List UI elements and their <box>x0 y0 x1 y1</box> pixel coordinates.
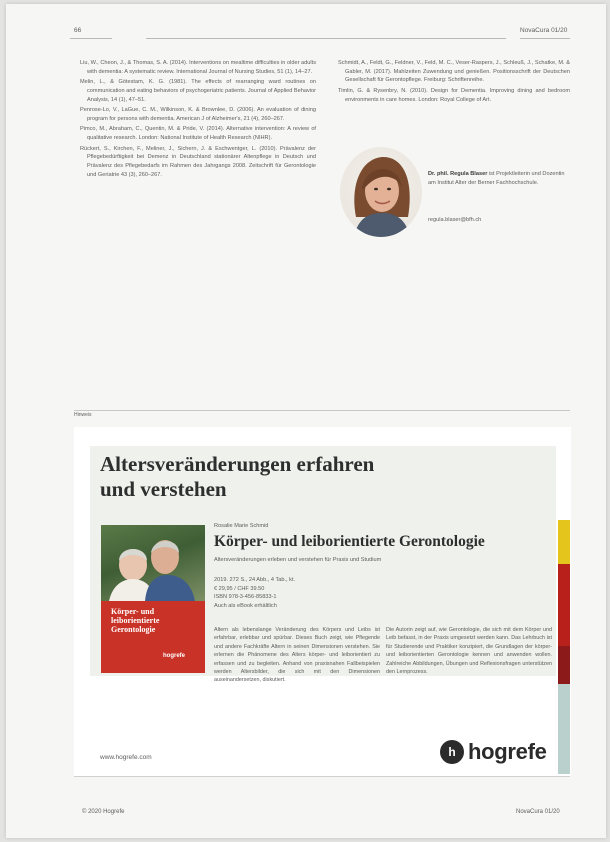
page-number: 66 <box>74 27 82 34</box>
ad-headline <box>100 452 520 502</box>
ad-body-right: Die Autorin zeigt auf, wie Gerontologie, die sich mit dem Körper und Leib befasst, in der Praxis umgesetzt werden kann. Das Lehrbuch ist für Studierende und Praktiker konzipiert, die Grundlagen der körper- und leiborientierten Gerontologie kennen und anwenden wollen. Zahlreiche Abbildungen, Übungen und Reflexionsfragen unterstützen den Lernprozess. <box>386 627 552 676</box>
book-subtitle: Altersveränderungen erleben und verstehen für Praxis und Studium <box>214 557 382 563</box>
hogrefe-logo-text: hogrefe <box>468 739 547 764</box>
footer-journal: NovaCura 01/20 <box>516 809 560 815</box>
cover-title <box>111 607 199 634</box>
author-bio <box>428 170 570 188</box>
hogrefe-logo-icon: h <box>440 740 464 764</box>
cover-photo <box>101 525 205 601</box>
book-detail: ISBN 978-3-456-85833-1 <box>214 594 277 601</box>
color-bar-red <box>558 564 570 646</box>
book-detail: Auch als eBook erhältlich <box>214 602 277 609</box>
book-title: Körper- und leiborientierte Gerontologie <box>214 533 485 550</box>
footer-copyright: © 2020 Hogrefe <box>82 809 125 815</box>
header-rule-left <box>70 38 112 39</box>
ad-separator-rule <box>74 410 570 411</box>
color-bar-yellow <box>558 520 570 564</box>
book-author: Rosalie Marie Schmid <box>214 523 269 529</box>
couple-photo-icon <box>101 525 205 601</box>
ad-body-left: Altern als lebenslange Veränderung des Körpers und Leibs ist erfahrbar, erlebbar und spürbar. Dieses Buch zeigt, wie Pflegende und andere Fachkräfte Altern in seinen Dimensionen verstehen. Sie erlernen die Phänomene des Alters körper- und leiborientiert zu erfassen und zu begleiten. Anhand von praxisnahen Fallbeispielen werden Altersbilder, die sich mit den Dimensionen auseinandersetzen, diskutiert. <box>214 627 380 684</box>
ad-headline-line2: und verstehen <box>100 477 227 501</box>
ad-headline-line1: Altersveränderungen erfahren <box>100 452 375 476</box>
cover-title-line: Körper- und <box>111 607 155 616</box>
header-rule-mid <box>146 38 506 39</box>
reference: Schmidt, A., Feldt, G., Feldner, V., Feld, M. C., Veser-Raspers, J., Schleuß, J., Schatke, M. & Gabler, M. (2017). Mahlzeiten Zuwendung und genießen. Positionsschrift der Deutschen Gesellschaft für Gerontopflege. Freiburg: Schriftenreihe. <box>338 60 570 84</box>
author-email[interactable]: regula.blaser@bfh.ch <box>428 217 482 223</box>
cover-title-line: Gerontologie <box>111 625 156 634</box>
author-name: Dr. phil. Regula Blaser <box>428 171 488 177</box>
cover-title-line: leiborientierte <box>111 616 160 625</box>
reference: Timlin, G. & Rysenbry, N. (2010). Design for Dementia. Improving dining and bedroom environments in care homes. London: Royal College of Art. <box>338 87 570 103</box>
reference: Penrose-Lo, V., LaGue, C. M., Wilkinson, K. & Brownlee, D. (2006). An evaluation of dining program for persons with dementia. American J of Alzheimer's, 21 (4), 260–267. <box>80 107 316 122</box>
footer-rule <box>74 776 570 777</box>
reference: Rückert, S., Kirchen, F., Meliner, J., Sichern, J. & Eschwentger, L. (2010). Prävalenz der Pflegebedürftigkeit bei Demenz in Deutschland stationärer Altenpflege in Deutsch und Prävalenz des Pflegebedarfs im Rahmen des Jahrgangs 2008. Zeitschrift für Gerontologie und Geriatrie 43 (3), 260–267. <box>80 145 316 178</box>
color-bar-light <box>558 684 570 774</box>
book-detail: 2019. 272 S., 24 Abb., 4 Tab., kt. <box>214 577 296 583</box>
ad-section-label: Hinweis <box>74 412 92 418</box>
book-detail: € 29,95 / CHF 39.50 <box>214 585 265 592</box>
reference: Melin, L., & Götestam, K. G. (1981). The effects of rearranging ward routines on communication and eating behaviors of psychogeriatric patients. Journal of Applied Behavior Analysis, 14 (1), 47–51. <box>80 79 316 103</box>
book-cover <box>101 525 205 673</box>
journal-name: NovaCura 01/20 <box>520 27 568 34</box>
book-details <box>214 576 295 610</box>
author-photo <box>340 147 422 237</box>
author-description: ist Projektleiterin und Dozentin am Institut Alter der Berner Fachhochschule. <box>428 171 565 186</box>
reference: Liu, W., Cheon, J., & Thomas, S. A. (2014). Interventions on mealtime difficulties in older adults with dementia: A systematic review. International Journal of Nursing Studies, 51 (1), 14–27. <box>80 60 316 75</box>
cover-publisher: hogrefe <box>163 653 186 659</box>
color-bar-dark-red <box>558 646 570 684</box>
author-portrait-icon <box>340 147 422 237</box>
header-rule-right <box>520 38 570 39</box>
references-left <box>80 59 316 181</box>
reference: Pimco, M., Abraham, C., Quentin, M. & Pride, V. (2014). Alternative intervention: A review of qualitative research. London: National Institute of Health Research (NIHR). <box>80 126 316 142</box>
references-right <box>338 59 570 106</box>
publisher-url[interactable]: www.hogrefe.com <box>100 754 152 761</box>
